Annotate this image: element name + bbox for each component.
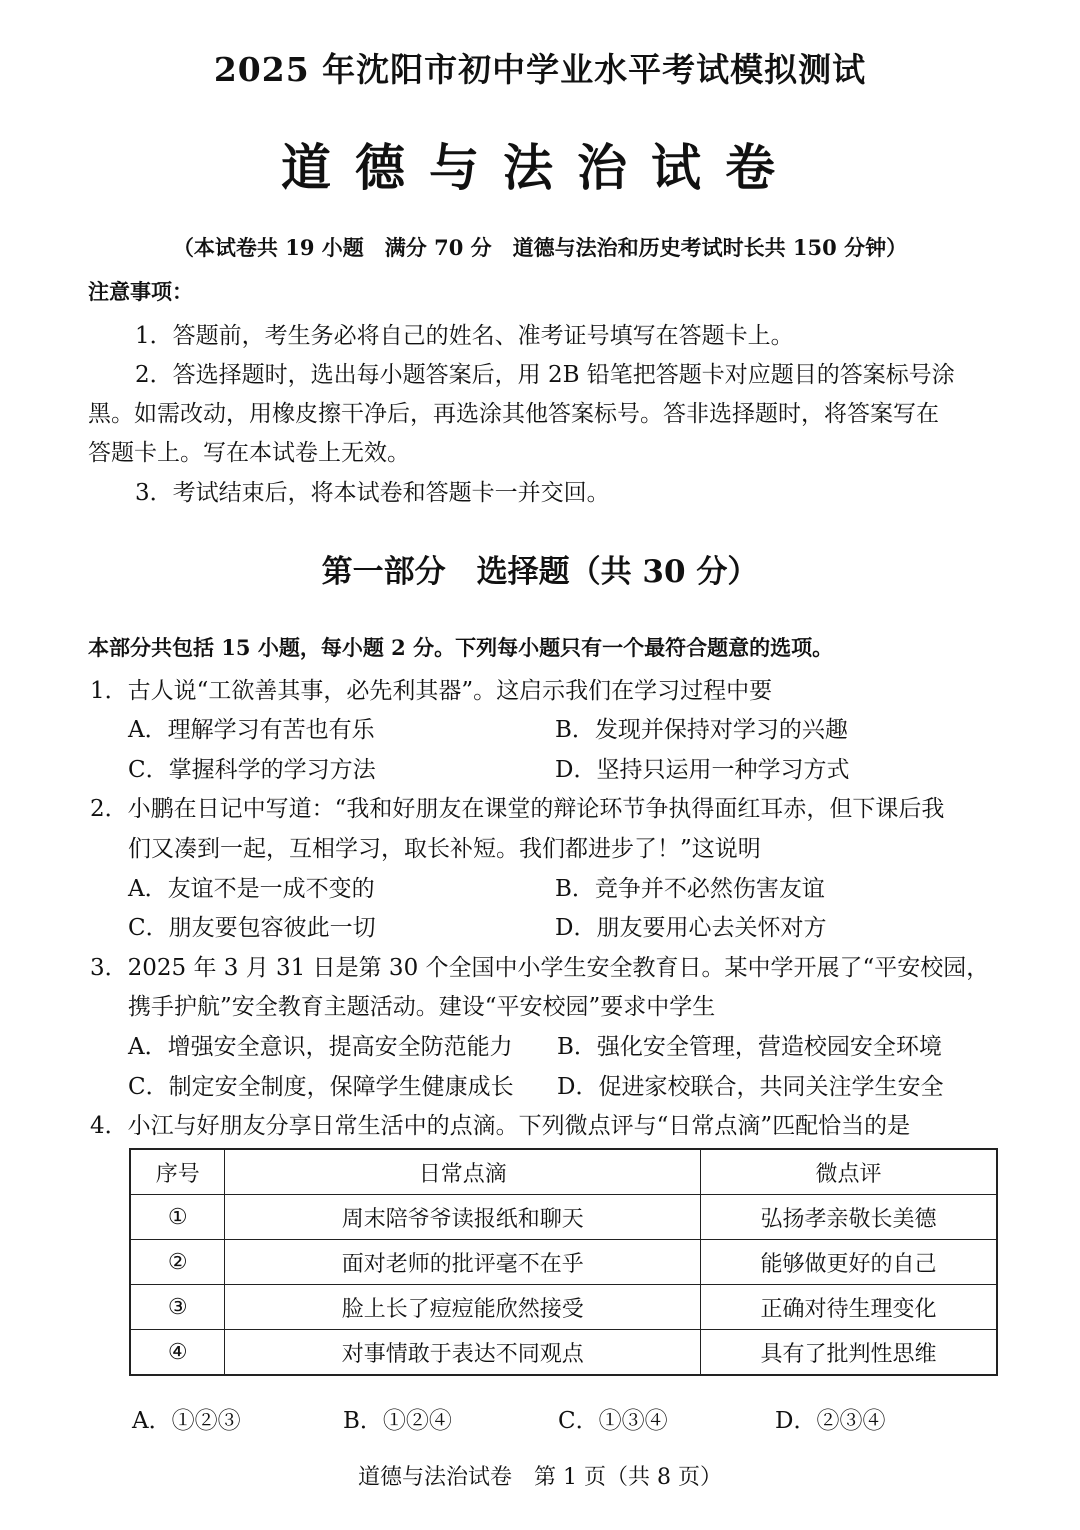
table-header-cell: 日常点滴 — [225, 1149, 701, 1195]
page-footer: 道德与法治试卷 第 1 页（共 8 页） — [358, 1465, 722, 1490]
table-cell: 正确对待生理变化 — [701, 1285, 997, 1330]
table-cell: ③ — [130, 1285, 225, 1330]
question-1-stem: 1．古人说“工欲善其事，必先利其器”。这启示我们在学习过程中要 — [90, 678, 773, 704]
question-2-stem-line-2: 们又凑到一起，互相学习，取长补短。我们都进步了！”这说明 — [128, 836, 761, 862]
table-cell: 能够做更好的自己 — [701, 1240, 997, 1285]
table-header-row — [130, 1149, 997, 1195]
section-intro: 本部分共包括 15 小题，每小题 2 分。下列每小题只有一个最符合题意的选项。 — [88, 635, 834, 660]
table-row — [130, 1240, 997, 1285]
question-3-stem-line-1: 3．2025 年 3 月 31 日是第 30 个全国中小学生安全教育日。某中学开展了“平安校园， — [90, 955, 990, 981]
table-row — [130, 1195, 997, 1240]
section-title: 第一部分 选择题（共 30 分） — [321, 554, 759, 590]
question-4-stem: 4．小江与好朋友分享日常生活中的点滴。下列微点评与“日常点滴”匹配恰当的是 — [90, 1113, 911, 1139]
q4-option-c: C．①③④ — [558, 1408, 668, 1434]
q2-option-a: A．友谊不是一成不变的 — [128, 876, 375, 902]
table-row — [130, 1330, 997, 1376]
table-row — [130, 1285, 997, 1330]
q3-option-b: B．强化安全管理，营造校园安全环境 — [557, 1034, 942, 1060]
table-header-cell: 序号 — [130, 1149, 225, 1195]
q2-option-b: B．竞争并不必然伤害友谊 — [555, 876, 825, 902]
notice-heading: 注意事项： — [88, 279, 193, 304]
table-cell: 弘扬孝亲敬长美德 — [701, 1195, 997, 1240]
notice-line-2: 2．答选择题时，选出每小题答案后，用 2B 铅笔把答题卡对应题目的答案标号涂 — [135, 362, 955, 388]
q2-option-d: D．朋友要用心去关怀对方 — [555, 915, 827, 941]
q1-option-c: C．掌握科学的学习方法 — [128, 757, 376, 783]
table-cell: 周末陪爷爷读报纸和聊天 — [225, 1195, 701, 1240]
table-cell: 具有了批判性思维 — [701, 1330, 997, 1376]
subject-title: 道德与法治试卷 — [281, 138, 799, 197]
q4-table — [129, 1148, 998, 1376]
notice-line-5: 3．考试结束后，将本试卷和答题卡一并交回。 — [135, 480, 610, 506]
notice-line-4: 答题卡上。写在本试卷上无效。 — [88, 440, 410, 466]
q3-option-c: C．制定安全制度，保障学生健康成长 — [128, 1074, 514, 1100]
q2-option-c: C．朋友要包容彼此一切 — [128, 915, 376, 941]
table-cell: 面对老师的批评毫不在乎 — [225, 1240, 701, 1285]
table-cell: ④ — [130, 1330, 225, 1376]
table-cell: ② — [130, 1240, 225, 1285]
q1-option-a: A．理解学习有苦也有乐 — [128, 717, 375, 743]
q3-option-d: D．促进家校联合，共同关注学生安全 — [557, 1074, 944, 1100]
exam-info: （本试卷共 19 小题 满分 70 分 道德与法治和历史考试时长共 150 分钟） — [172, 235, 908, 260]
q1-option-d: D．坚持只运用一种学习方式 — [555, 757, 850, 783]
exam-title: 2025 年沈阳市初中学业水平考试模拟测试 — [213, 50, 867, 89]
notice-line-1: 1．答题前，考生务必将自己的姓名、准考证号填写在答题卡上。 — [135, 323, 794, 349]
q4-option-a: A．①②③ — [132, 1408, 241, 1434]
q4-option-b: B．①②④ — [343, 1408, 452, 1434]
notice-line-3: 黑。如需改动，用橡皮擦干净后，再选涂其他答案标号。答非选择题时，将答案写在 — [88, 401, 939, 427]
q1-option-b: B．发现并保持对学习的兴趣 — [555, 717, 848, 743]
table-cell: 对事情敢于表达不同观点 — [225, 1330, 701, 1376]
q4-option-d: D．②③④ — [775, 1408, 886, 1434]
question-3-stem-line-2: 携手护航”安全教育主题活动。建设“平安校园”要求中学生 — [128, 994, 716, 1020]
question-2-stem-line-1: 2．小鹏在日记中写道：“我和好朋友在课堂的辩论环节争执得面红耳赤，但下课后我 — [90, 796, 945, 822]
q3-option-a: A．增强安全意识，提高安全防范能力 — [128, 1034, 513, 1060]
table-cell: 脸上长了痘痘能欣然接受 — [225, 1285, 701, 1330]
table-header-cell: 微点评 — [701, 1149, 997, 1195]
table-cell: ① — [130, 1195, 225, 1240]
